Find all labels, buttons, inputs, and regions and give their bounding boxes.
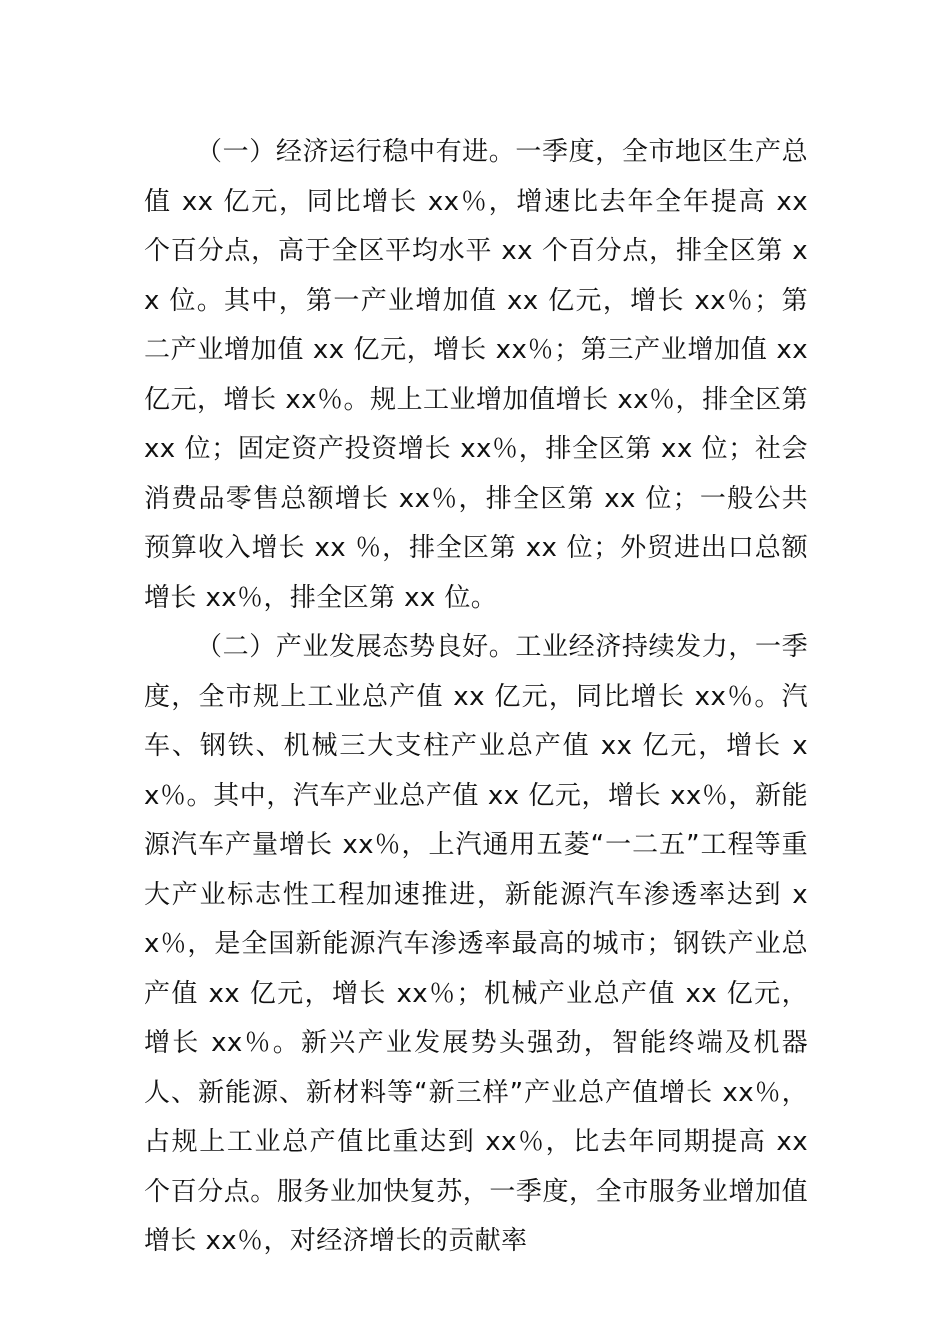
document-body bbox=[144, 128, 808, 1267]
paragraph-industrial-development: （二）产业发展态势良好。工业经济持续发力，一季度，全市规上工业总产值 xx 亿元，同比增长 xx％。汽车、钢铁、机械三大支柱产业总产值 xx 亿元，增长 xx％。其中，汽车产业总产值 xx 亿元，增长 xx％，新能源汽车产量增长 xx％，上汽通用五菱“一二五”工程等重大产业标志性工程加速推进，新能源汽车渗透率达到 xx％，是全国新能源汽车渗透率最高的城市；钢铁产业总产值 xx 亿元，增长 xx％；机械产业总产值 xx 亿元，增长 xx％。新兴产业发展势头强劲，智能终端及机器人、新能源、新材料等“新三样”产业总产值增长 xx％，占规上工业总产值比重达到 xx％，比去年同期提高 xx 个百分点。服务业加快复苏，一季度，全市服务业增加值增长 xx％，对经济增长的贡献率 bbox=[144, 632, 808, 1256]
paragraph-economic-operation: （一）经济运行稳中有进。一季度，全市地区生产总值 xx 亿元，同比增长 xx％，增速比去年全年提高 xx 个百分点，高于全区平均水平 xx 个百分点，排全区第 xx 位。其中，第一产业增加值 xx 亿元，增长 xx％；第二产业增加值 xx 亿元，增长 xx％；第三产业增加值 xx 亿元，增长 xx％。规上工业增加值增长 xx％，排全区第 xx 位；固定资产投资增长 xx％，排全区第 xx 位；社会消费品零售总额增长 xx％，排全区第 xx 位；一般公共预算收入增长 xx ％，排全区第 xx 位；外贸进出口总额增长 xx％，排全区第 xx 位。 bbox=[144, 137, 808, 613]
